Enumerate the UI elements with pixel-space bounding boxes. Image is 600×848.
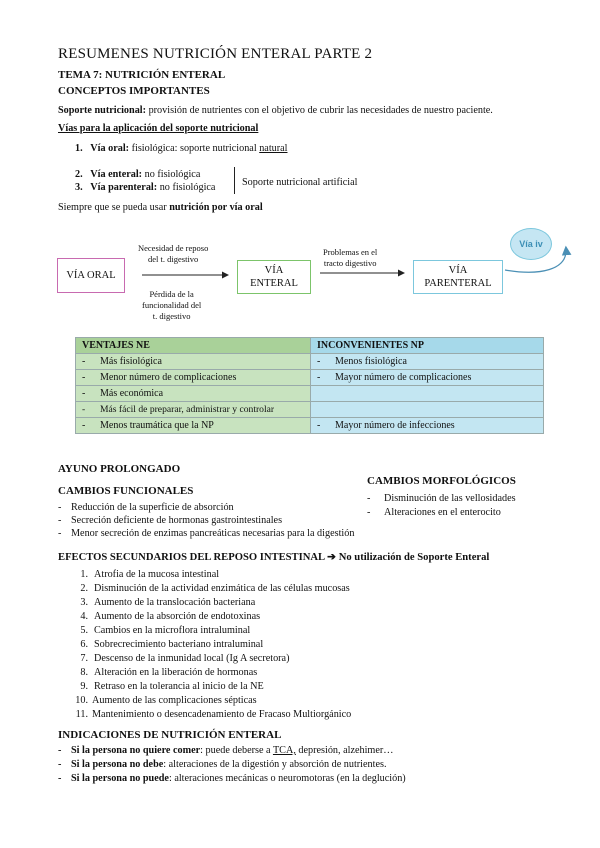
list-item: 6. Sobrecrecimiento bacteriano intraluminal xyxy=(80,639,264,650)
table-cell: - Mayor número de complicaciones xyxy=(311,370,544,386)
list-item: 5. Cambios en la microflora intraluminal xyxy=(80,625,251,636)
via-item-3 xyxy=(75,182,215,193)
via-num: 3. xyxy=(75,182,83,193)
table-row xyxy=(76,418,544,434)
vias-heading: Vías para la aplicación del soporte nutricional xyxy=(58,123,259,134)
soporte-definition xyxy=(58,105,493,116)
list-item: - Si la persona no debe: alteraciones de la digestión y absorción de nutrientes. xyxy=(58,759,387,770)
list-item: 4. Aumento de la absorción de endotoxinas xyxy=(80,611,261,622)
via-oral-label: VÍA ORAL xyxy=(66,270,116,281)
table-cell: - Más fisiológica xyxy=(76,354,311,370)
via-num: 2. xyxy=(75,169,83,180)
via-text: no fisiológica xyxy=(142,169,201,180)
via-enteral-line1: VÍA xyxy=(264,265,284,276)
via-parenteral-line2: PARENTERAL xyxy=(424,278,492,289)
via-text: no fisiológica xyxy=(157,182,216,193)
arrow1-bottom-label: Pérdida de la funcionalidad del t. digestivo xyxy=(142,289,202,321)
table-cell xyxy=(311,386,544,402)
list-item: - Si la persona no quiere comer: puede deberse a TCA, depresión, alzehimer… xyxy=(58,745,394,756)
table-row xyxy=(76,354,544,370)
via-label: Vía parenteral: xyxy=(90,182,158,193)
table-cell: - Mayor número de infecciones xyxy=(311,418,544,434)
list-item: 2. Disminución de la actividad enzimática de las células mucosas xyxy=(80,583,350,594)
via-iv-label: Vía iv xyxy=(519,239,543,249)
list-item: 10. Aumento de las complicaciones sépticas xyxy=(75,695,257,706)
via-label: Vía oral: xyxy=(90,143,130,154)
table-cell xyxy=(311,402,544,418)
soporte-text: provisión de nutrientes con el objetivo de cubrir las necesidades de nuestro paciente. xyxy=(146,105,493,116)
brace-line xyxy=(234,167,239,194)
via-extra: natural xyxy=(259,143,288,154)
via-parenteral-line1: VÍA xyxy=(448,265,468,276)
siempre-bold: nutrición por vía oral xyxy=(169,202,263,213)
list-item: 9. Retraso en la tolerancia al inicio de la NE xyxy=(80,681,264,692)
table-cell: - Menor número de complicaciones xyxy=(76,370,311,386)
via-text: fisiológica: soporte nutricional xyxy=(129,143,260,154)
arrow2-top-label: Problemas en el tracto digestivo xyxy=(323,247,378,268)
siempre-note xyxy=(58,202,263,213)
table-cell: - Menos fisiológica xyxy=(311,354,544,370)
list-item: - Reducción de la superficie de absorción xyxy=(58,502,234,513)
via-num: 1. xyxy=(75,143,83,154)
table-cell: - Menos traumática que la NP xyxy=(76,418,311,434)
cambios-funcionales-heading: CAMBIOS FUNCIONALES xyxy=(58,485,194,497)
list-item: - Menor secreción de enzimas pancreáticas necesarias para la digestión xyxy=(58,528,355,539)
page-title: RESUMENES NUTRICIÓN ENTERAL PARTE 2 xyxy=(58,46,373,62)
arrow-icon: ➔ xyxy=(327,552,337,563)
table-row xyxy=(76,386,544,402)
list-item: 8. Alteración en la liberación de hormonas xyxy=(80,667,258,678)
tema-heading: TEMA 7: NUTRICIÓN ENTERAL xyxy=(58,69,226,81)
arrow1-top-label: Necesidad de reposo del t. digestivo xyxy=(138,243,209,264)
list-item: 3. Aumento de la translocación bacteriana xyxy=(80,597,256,608)
via-item-1 xyxy=(75,143,288,154)
list-item: 1. Atrofia de la mucosa intestinal xyxy=(80,569,220,580)
via-iv-bubble xyxy=(510,228,552,260)
ayuno-heading: AYUNO PROLONGADO xyxy=(58,463,181,475)
table-row xyxy=(76,370,544,386)
ventajas-inconvenientes-table xyxy=(75,337,544,434)
efectos-heading: EFECTOS SECUNDARIOS DEL REPOSO INTESTINAL ➔ No utilización de Soporte Enteral xyxy=(58,552,490,563)
conceptos-heading: CONCEPTOS IMPORTANTES xyxy=(58,85,210,97)
list-item: - Disminución de las vellosidades xyxy=(367,493,516,504)
indicaciones-heading: INDICACIONES DE NUTRICIÓN ENTERAL xyxy=(58,729,282,741)
table-header-row xyxy=(76,338,544,354)
list-item: - Alteraciones en el enterocito xyxy=(367,507,501,518)
artificial-note: Soporte nutricional artificial xyxy=(242,177,358,188)
cambios-morfologicos-heading: CAMBIOS MORFOLÓGICOS xyxy=(367,475,516,487)
via-enteral-line2: ENTERAL xyxy=(250,278,298,289)
soporte-label: Soporte nutricional: xyxy=(58,105,147,116)
via-label: Vía enteral: xyxy=(90,169,143,180)
siempre-text: Siempre que se pueda usar xyxy=(58,202,170,213)
list-item: 11. Mantenimiento o desencadenamiento de Fracaso Multiorgánico xyxy=(75,709,352,720)
list-item: 7. Descenso de la inmunidad local (Ig A secretora) xyxy=(80,653,290,664)
table-row xyxy=(76,402,544,418)
list-item: - Secreción deficiente de hormonas gastrointestinales xyxy=(58,515,283,526)
table-cell: - Más económica xyxy=(76,386,311,402)
table-header-ventajas: VENTAJES NE xyxy=(76,338,311,354)
list-item: - Si la persona no puede: alteraciones mecánicas o neuromotoras (en la deglución) xyxy=(58,773,406,784)
flow-arrows xyxy=(0,220,600,330)
via-item-2 xyxy=(75,169,200,180)
table-header-inconvenientes: INCONVENIENTES NP xyxy=(311,338,544,354)
table-cell: - Más fácil de preparar, administrar y controlar xyxy=(76,402,311,418)
